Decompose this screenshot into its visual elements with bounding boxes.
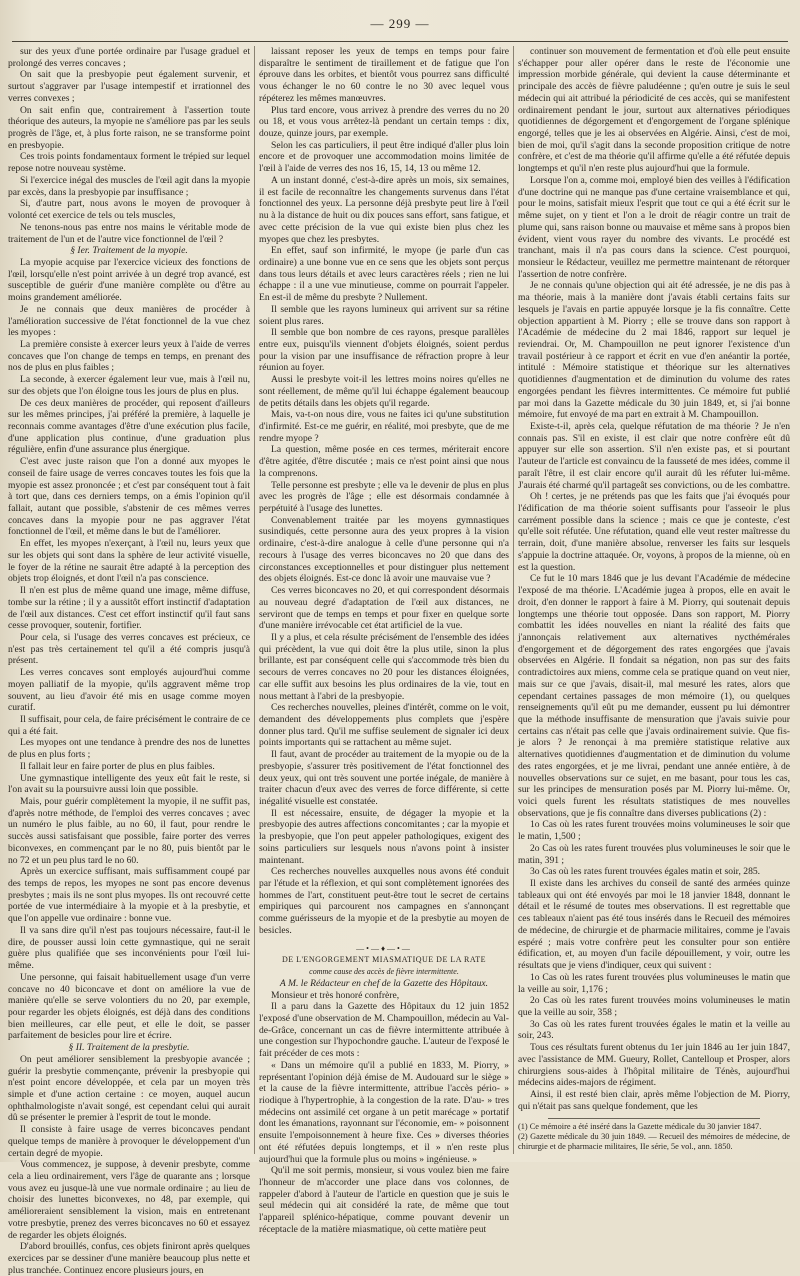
- paragraph: En effet, sauf son infirmité, le myope (je parle d'un cas ordinaire) a une bonne vue en ce sens que les objets sont perçus dans tous leurs détails et avec leurs caractères réels ; rien ne lui échappe : il a une vue minutieuse, comme on pourrait l'appeler. En est-il de même du presbyte ? Nullement.: [259, 245, 509, 304]
- paragraph: Il consiste à faire usage de verres biconcaves pendant quelque temps de manière à provoquer le développement d'un certain degré de myopie.: [8, 1124, 250, 1159]
- footnote: (1) Ce mémoire a été inséré dans la Gazette médicale du 30 janvier 1847.: [518, 1122, 762, 1132]
- paragraph: Tous ces résultats furent obtenus du 1er juin 1846 au 1er juin 1847, avec l'assistance de MM. Gueury, Rollet, Cantelloup et Prosper, alors chirurgiens sous-aides à l'hôpital militaire de Ténès, aujourd'hui médecins aides-majors de régiment.: [518, 1042, 790, 1089]
- paragraph: Il a paru dans la Gazette des Hôpitaux du 12 juin 1852 l'exposé d'une observation de M. Champouillon, médecin au Val-de-Grâce, concernant un cas de fièvre intermittente attribuée à une congestion sur l'hypochondre gauche. L'auteur de l'exposé le fait précéder de ces mots :: [259, 1001, 509, 1060]
- paragraph: Selon les cas particuliers, il peut être indiqué d'aller plus loin encore et de provoquer une accommodation moins limitée de l'œil à l'aide de verres des nos 16, 15, 14, 13 ou même 12.: [259, 139, 509, 175]
- paragraph: Il va sans dire qu'il n'est pas toujours nécessaire, faut-il le dire, de pousser aussi loin cette gymnastique, qui ne serait guère plus qualifiée que ses inconvénients pour l'œil lui-même.: [8, 924, 250, 972]
- paragraph: C'est avec juste raison que l'on a donné aux myopes le conseil de faire usage de verres concaves toutes les fois que la myopie est assez prononcée ; et c'est par conséquent tout à fait à tort que, dans ces derniers temps, on a émis l'opinion qu'il fallait, autant que possible, s'abstenir de ces mêmes verres concaves dans la myopie pour ne pas aggraver l'état fonctionnel de l'œil, et même dans le but de l'améliorer.: [8, 456, 250, 538]
- column-1: [8, 46, 250, 1276]
- ornament-divider: —•—♦—•—: [356, 943, 412, 953]
- page-number: — 299 —: [370, 16, 430, 31]
- paragraph: Qu'il me soit permis, monsieur, si vous voulez bien me faire l'honneur de m'accorder une place dans vos colonnes, de rappeler d'abord à l'auteur de l'article en question que je suis le seul médecin qui ait considéré la rate, de même que tout l'appareil splénico-hépatique, comme pouvant devenir un réceptacle de la matière miasmatique, où cette matière peut: [259, 1165, 509, 1235]
- column-2: [259, 46, 509, 1235]
- paragraph: Il est nécessaire, ensuite, de dégager la myopie et la presbyopie des autres affections concomitantes ; car la myopie et la presbyopie, que l'on peut appeler pathologiques, exigent des soins particuliers sur lesquels nous n'avons point à insister maintenant.: [259, 807, 509, 866]
- paragraph: Ce fut le 10 mars 1846 que je lus devant l'Académie de médecine l'exposé de ma théorie. L'Académie jugea à propos, elle en avait le droit, d'en donner le rapport à faire à M. Piorry, qui soutenait depuis longtemps une théorie tout opposée. Dans son rapport, M. Piorry combattit les idées nouvelles en niant la réalité des faits que j'annonçais relativement aux alternatives nycthémérales d'engorgement et de dégorgement des rates engorgées que j'avais observées en Algérie. Il fondait sa négation, non pas sur des faits contradictoires aux miens, comme cela se pratique quand on veut nier, mais sur ce que j'avais, disait-il, mal mesuré les rates, alors que cependant certaines passages de mon mémoire (1), ou quelques renseignements qu'il eût pu me demander, eussent pu lui démontrer que la méthode insuffisante de mensuration que j'avais suivie pour certains cas n'était pas celle que j'avais ordinairement suivie. Que fis-je alors ? Je renonçai à ma première statistique relative aux alternatives quotidiennes d'augmentation et de diminution du volume des rates engorgées, et je me livrai, pendant une année entière, à de nouvelles observations sur ce sujet, en me basant, pour tous les cas, sur les principes de mensuration posés par M. Piorry lui-même. Or, voici quels furent les résultats statistiques de mes nouvelles observations, que je fis connaître dans diverses publications (2) :: [518, 573, 790, 819]
- paragraph: La myopie acquise par l'exercice vicieux des fonctions de l'œil, lorsqu'elle n'est point arrivée à un degré trop avancé, est susceptible de guérir d'une manière complète ou d'être au moins grandement améliorée.: [8, 256, 250, 304]
- list-item: 1o Cas où les rates furent trouvées plus volumineuses le matin que la veille au soir, 1,176 ;: [518, 971, 790, 995]
- paragraph: Il semble que les rayons lumineux qui arrivent sur sa rétine soient plus rares.: [259, 303, 509, 327]
- section-heading-myopia: § Ier. Traitement de la myopie.: [70, 245, 188, 257]
- column-3: [518, 46, 790, 1154]
- paragraph: La seconde, à exercer également leur vue, mais à l'œil nu, sur des objets que l'on éloigne tous les jours de plus en plus.: [8, 374, 250, 397]
- paragraph: Il y a plus, et cela résulte précisément de l'ensemble des idées qui précèdent, la vue qui doit être la plus utile, sinon la plus brillante, est par conséquent celle qui s'accommode très bien du secours de verres concaves no 20 pour les distances éloignées, car elle suffit aux besoins les plus ordinaires de la vie, tout en nous mettant à l'abri de la presbyopie.: [259, 631, 509, 702]
- list-item: 2o Cas où les rates furent trouvées moins volumineuses le matin que la veille au soir, 358 ;: [518, 995, 790, 1018]
- paragraph: Ces trois points fondamentaux forment le trépied sur lequel repose notre nouveau système.: [8, 151, 250, 175]
- letter-salutation: Monsieur et très honoré confrère,: [271, 989, 400, 1001]
- article-title: DE L'ENGORGEMENT MIASMATIQUE DE LA RATE: [281, 955, 487, 965]
- list-item: 1o Cas où les rates furent trouvées moins volumineuses le soir que le matin, 1,500 ;: [518, 819, 790, 843]
- list-item: 2o Cas où les rates furent trouvées plus volumineuses le soir que le matin, 391 ;: [518, 842, 790, 866]
- column-divider: [513, 46, 514, 1154]
- paragraph: Convenablement traitée par les moyens gymnastiques susindiqués, cette personne aura des yeux propres à la vision ordinaire, c'est-à-dire analogue à celle d'une personne qui n'a recours à l'usage des verres biconcaves no 20 que dans des circonstances exceptionnelles et pour distinguer plus nettement des objets éloignés. Est-ce donc là avoir une mauvaise vue ?: [259, 514, 509, 585]
- letter-address: A M. le Rédacteur en chef de la Gazette des Hôpitaux.: [279, 977, 489, 989]
- paragraph: Il suffisait, pour cela, de faire précisément le contraire de ce qui a été fait.: [8, 713, 250, 737]
- paragraph: Une personne, qui faisait habituellement usage d'un verre concave no 40 biconcave et dont on améliore la vue de manière qu'elle se serve volontiers du no 20, par exemple, pour regarder les objets éloignés, est déjà dans des conditions bien meilleures, car elle peut, et elle le doit, se passer parfaitement de besicles pour lire et écrire.: [8, 971, 250, 1042]
- paragraph: A un instant donné, c'est-à-dire après un mois, six semaines, il est facile de reconnaître les changements survenus dans l'état fonctionnel des yeux. La personne déjà presbyte peut lire à l'œil nu à la distance de huit ou dix pouces sans effort, sans fatigue, et avec cette précision de la vue qui existe bien plus chez les myopes que chez les presbytes.: [259, 174, 509, 245]
- paragraph: Si l'exercice inégal des muscles de l'œil agit dans la myopie par excès, dans la presbyopie par insuffisance ;: [8, 174, 250, 198]
- paragraph: Ces verres biconcaves no 20, et qui correspondent désormais au nouveau degré d'adaptation de l'œil aux distances, ne serviront que de temps en temps et pour fixer en quelque sorte d'une manière irrévocable cet état artificiel de la vue.: [259, 585, 509, 632]
- paragraph: On sait enfin que, contrairement à l'assertion toute théorique des auteurs, la myopie ne s'améliore pas par les seuls progrès de l'âge, et, à plus forte raison, ne se transforme point en presbyopie.: [8, 104, 250, 151]
- paragraph: Ne tenons-nous pas entre nos mains le véritable mode de traitement de l'un et de l'autre vice fonctionnel de l'œil ?: [8, 221, 250, 245]
- footnote-rule: [548, 1118, 760, 1119]
- paragraph: Il faut, avant de procéder au traitement de la myopie ou de la presbyopie, s'assurer très positivement de l'état fonctionnel des deux yeux, qui ont très souvent une portée inégale, de manière à traiter chacun d'eux avec des verres de force différente, si cette inégalité visuelle est constatée.: [259, 749, 509, 807]
- paragraph: Il n'en est plus de même quand une image, même diffuse, tombe sur la rétine ; il y a aussitôt effort instinctif d'adaptation de l'œil aux distances. C'est cet effort instinctif qu'il faut sans cesse provoquer, soutenir, fortifier.: [8, 585, 250, 632]
- paragraph: Après un exercice suffisant, mais suffisamment coupé par des temps de repos, les myopes ne sont pas encore devenus presbytes ; mais ils ne sont plus myopes. Ils ont recouvré cette portée de vue intermédiaire à la myopie et à la presbytie, et que l'on appelle vue ordinaire : bonne vue.: [8, 866, 250, 925]
- paragraph: Vous commencez, je suppose, à devenir presbyte, comme cela a lieu ordinairement, vers l'âge de quarante ans ; lorsque vous avez eu jusque-là une vue normale ordinaire ; au lieu de choisir des lunettes biconvexes, no 48, par exemple, qui amélioreraient sensiblement la vision, mais en entretenant votre presbytie, prenez des verres biconcaves no 60 et essayez de regarder les objets éloignés.: [8, 1159, 250, 1241]
- paragraph: Si, d'autre part, nous avons le moyen de provoquer à volonté cet exercice de tels ou tels muscles,: [8, 198, 250, 222]
- paragraph: Mais, pour guérir complètement la myopie, il ne suffit pas, d'après notre méthode, de l'emploi des verres concaves ; avec un numéro le plus faible, au no 60, il faut, pour rendre le succès aussi satisfaisant que possible, faire porter des verres biconvexes, en commençant par le no 80, puis bientôt par le no 72 et un peu plus tard le no 60.: [8, 796, 250, 866]
- article-subtitle: comme cause des accès de fièvre intermittente.: [309, 967, 459, 977]
- paragraph: Il existe dans les archives du conseil de santé des armées quinze tableaux qui ont été envoyés par moi le 18 janvier 1848, donnant le détail et le résumé de toutes mes observations. Il est regrettable que ces tableaux n'aient pas été tous insérés dans le Recueil des mémoires de médecine, de chirurgie et de pharmacie militaires, comme je l'avais espéré ; mais votre confrère peut les consulter pour son entière édification, et, au moyen d'un facile dépouillement, y voir, outre les résultats que je viens d'indiquer, ceux qui suivent :: [518, 878, 790, 972]
- paragraph: La question, même posée en ces termes, mériterait encore d'être agitée, d'être discutée ; mais ce n'est point ainsi que nous la comprenons.: [259, 444, 509, 479]
- list-item: 3o Cas où les rates furent trouvées égales le matin et la veille au soir, 243.: [518, 1018, 790, 1042]
- paragraph: Aussi le presbyte voit-il les lettres moins noires qu'elles ne sont réellement, de même qu'il lui échappe également beaucoup de petits détails dans les objets qu'il regarde.: [259, 374, 509, 409]
- quotation: « Dans un mémoire qu'il a publié en 1833, M. Piorry, » représentant l'opinion déjà émise de M. Audouard sur le siège » et la cause de la fièvre intermittente, attribue l'accès pério- » riodique à l'hypertrophie, à la congestion de la rate. D'au- » tres médecins ont assimilé cet organe à un petit marécage » portatif dont les émanations, rayonnant sur l'économie, em- » poisonnent ensuite l'empoisonnement à heure fixe. Ces » diverses théories ont été réfutées depuis longtemps, et il » n'en reste plus aujourd'hui que la formule plus ou moins » ingénieuse. »: [259, 1059, 509, 1165]
- paragraph: Il semble que bon nombre de ces rayons, presque parallèles entre eux, puisqu'ils viennent d'objets éloignés, soient perdus pour la vision par une insuffisance de réfraction propre à leur réunion au foyer.: [259, 327, 509, 374]
- paragraph: continuer son mouvement de fermentation et d'où elle peut ensuite s'échapper pour aller opérer dans le reste de l'économie une impression morbide générale, qui devient la cause déterminante et principale des accès de fièvre paludéenne ; qu'en outre je suis le seul médecin qui ait attribué la périodicité de ces accès, qui se manifestent ordinairement pendant le jour, surtout aux alternatives périodiques quotidiennes de dégorgement et d'engorgement de l'organe splénique engorgé, telles que je les ai observées en Algérie. Ainsi, c'est de moi, bien de moi, qu'il s'agit dans la seconde proposition critique de notre confrère, et c'est de ma théorie qu'il affirme qu'elle a été réfutée depuis longtemps et qu'il n'en reste plus aujourd'hui que la formule.: [518, 46, 790, 175]
- paragraph: laissant reposer les yeux de temps en temps pour faire disparaître le sentiment de tiraillement et de fatigue que l'on éprouve dans les orbites, et bientôt vous pourrez sans difficulté vous échanger le no 60 contre le no 30 avec lequel vous répéterez les mêmes manœuvres.: [259, 46, 509, 104]
- paragraph: Telle personne est presbyte ; elle va le devenir de plus en plus avec les progrès de l'âge ; elle est désormais condamnée à perpétuité à l'usage des lunettes.: [259, 479, 509, 515]
- paragraph: On peut améliorer sensiblement la presbyopie avancée ; guérir la presbytie commençante, prévenir la presbyopie qui n'est point encore développée, et cela par un moyen très simple et d'une action certaine : ce moyen, auquel aucun ophthalmologiste n'avait songé, est cependant celui qui aurait dû se présenter le premier à l'esprit de tout le monde.: [8, 1053, 250, 1124]
- paragraph: Je ne connais qu'une objection qui ait été adressée, je ne dis pas à ma théorie, mais à la manière dont j'avais établi certains faits sur lesquels je l'avais en partie appuyée lorsque je la fis connaître. Cette objection appartient à M. Piorry ; elle se trouve dans son rapport à l'Académie de médecine du 2 mai 1846, rapport sur lequel je reviendrai. Or, M. Champouillon ne peut ignorer l'existence d'un travail postérieur à ce rapport et écrit en vue d'en anéantir la portée, intitulé : Mémoire statistique et théorique sur les alternatives quotidiennes d'augmentation et de diminution du volume des rates engorgées pendant les fièvres intermittentes. Ce mémoire fut publié par moi dans la Gazette médicale du 30 juin 1849, et, si j'ai bonne mémoire, fut envoyé de ma part en extrait à M. Champouillon.: [518, 280, 790, 421]
- footnote: (2) Gazette médicale du 30 juin 1849. — Recueil des mémoires de médecine, de chirurgie et de pharmacie militaires, IIe série, 5e vol., ann. 1850.: [518, 1132, 790, 1152]
- paragraph: La première consiste à exercer leurs yeux à l'aide de verres concaves que l'on change de temps en temps, en prenant des nos de plus en plus faibles ;: [8, 338, 250, 374]
- section-heading-presbytia: § II. Traitement de la presbytie.: [68, 1042, 190, 1054]
- paragraph: Pour cela, si l'usage des verres concaves est précieux, ce n'est pas très certainement tel qu'il a été compris jusqu'à présent.: [8, 631, 250, 667]
- paragraph: Je ne connais que deux manières de procéder à l'amélioration successive de l'état fonctionnel de la vue chez les myopes :: [8, 303, 250, 339]
- paragraph: On sait que la presbyopie peut également survenir, et surtout s'aggraver par l'usage intempestif et irrationnel des verres convexes ;: [8, 69, 250, 104]
- paragraph: Plus tard encore, vous arrivez à prendre des verres du no 20 ou 18, et vous vous arrêtez-là pendant un certain temps : dix, douze, quinze jours, par exemple.: [259, 104, 509, 140]
- paragraph: Existe-t-il, après cela, quelque réfutation de ma théorie ? Je n'en connais pas. S'il en existe, il est clair que notre confrère eût dû appuyer sur elle son assertion. S'il n'en existe pas, et si pourtant l'auteur de l'article est convaincu de la fausseté de mes idées, comme il paraît l'être, il est clair encore qu'il aurait dû les réfuter lui-même. J'aurais été charmé qu'il partageât ses convictions, ou de les combattre.: [518, 421, 790, 491]
- paragraph: Il fallait leur en faire porter de plus en plus faibles.: [20, 760, 215, 772]
- paragraph: En effet, les myopes n'exerçant, à l'œil nu, leurs yeux que sur les objets qui sont dans la sphère de leur activité visuelle, le foyer de la rétine ne saurait être adapté à la perception des objets trop éloignés, et dont l'œil n'a pas conscience.: [8, 538, 250, 585]
- paragraph: Ainsi, il est resté bien clair, après même l'objection de M. Piorry, qui n'était pas sans quelque fondement, que les: [518, 1088, 790, 1112]
- paragraph: sur des yeux d'une portée ordinaire par l'usage graduel et prolongé des verres concaves ;: [8, 46, 250, 69]
- paragraph: Une gymnastique intelligente des yeux eût fait le reste, si l'on avait su la poursuivre aussi loin que possible.: [8, 772, 250, 796]
- list-item: 3o Cas où les rates furent trouvées égales matin et soir, 285.: [530, 866, 761, 878]
- column-divider: [254, 46, 255, 1154]
- paragraph: Ces recherches nouvelles auxquelles nous avons été conduit par l'étude et la réflexion, et qui sont complètement ignorées des hommes de l'art, constituent peut-être tout le secret de certains empiriques qui parcourent nos campagnes en s'annonçant comme guérisseurs de la myopie et de la presbytie au moyen de besicles.: [259, 866, 509, 936]
- paragraph: Oh ! certes, je ne prétends pas que les faits que j'ai évoqués pour l'édification de ma théorie soient suffisants pour l'asseoir le plus carrément possible dans la science ; mais ce que je conteste, c'est qu'elle soit réfutée. Une réfutation, quand elle veut rester maîtresse du terrain, doit, d'une manière absolue, renverser les faits sur lesquels s'appuie la doctrine attaquée. Or, voyons, à propos de la mienne, où en est la question.: [518, 491, 790, 573]
- paragraph: Lorsque l'on a, comme moi, employé bien des veilles à l'édification d'une doctrine qui ne manque pas d'une certaine vraisemblance et qui, pour le moins, satisfait mieux l'esprit que tout ce qui a été écrit sur le même sujet, on y tient et l'on a le droit de réagir contre un trait de plume qui, sans raison bonne ou mauvaise et même sans à propos bien évident, vient vous rayer du nombre des vivants. Le procédé est tranchant, mais il n'a pas cours dans la science. C'est pourquoi, monsieur le Rédacteur, veuillez me permettre maintenant de rétorquer l'assertion de notre confrère.: [518, 174, 790, 280]
- paragraph: Ces recherches nouvelles, pleines d'intérêt, comme on le voit, demandent des développements plus complets que j'espère donner plus tard. Qu'il me suffise seulement de signaler ici deux points importants qui se rattachent au même sujet.: [259, 702, 509, 749]
- paragraph: Mais, va-t-on nous dire, vous ne faites ici qu'une substitution d'infirmité. Est-ce me guérir, en réalité, moi presbyte, que de me rendre myope ?: [259, 409, 509, 444]
- header-rule: [12, 41, 788, 42]
- paragraph: D'abord brouillés, confus, ces objets finiront après quelques exercices par se dessiner d'une manière beaucoup plus nette et plus tranchée. Continuez encore plusieurs jours, en: [8, 1241, 250, 1276]
- paragraph: Les myopes ont une tendance à prendre des nos de lunettes de plus en plus forts ;: [8, 737, 250, 761]
- paragraph: De ces deux manières de procéder, qui reposent d'ailleurs sur les mêmes principes, j'ai préféré la première, à laquelle je reconnais comme avantages d'être d'une exécution plus facile, d'une application plus continue, d'une graduation plus régulière, enfin d'une assurance plus énergique.: [8, 397, 250, 456]
- paragraph: Les verres concaves sont employés aujourd'hui comme moyen palliatif de la myopie, qu'ils aggravent même trop souvent, au lieu d'avoir été mis en usage comme moyen curatif.: [8, 667, 250, 714]
